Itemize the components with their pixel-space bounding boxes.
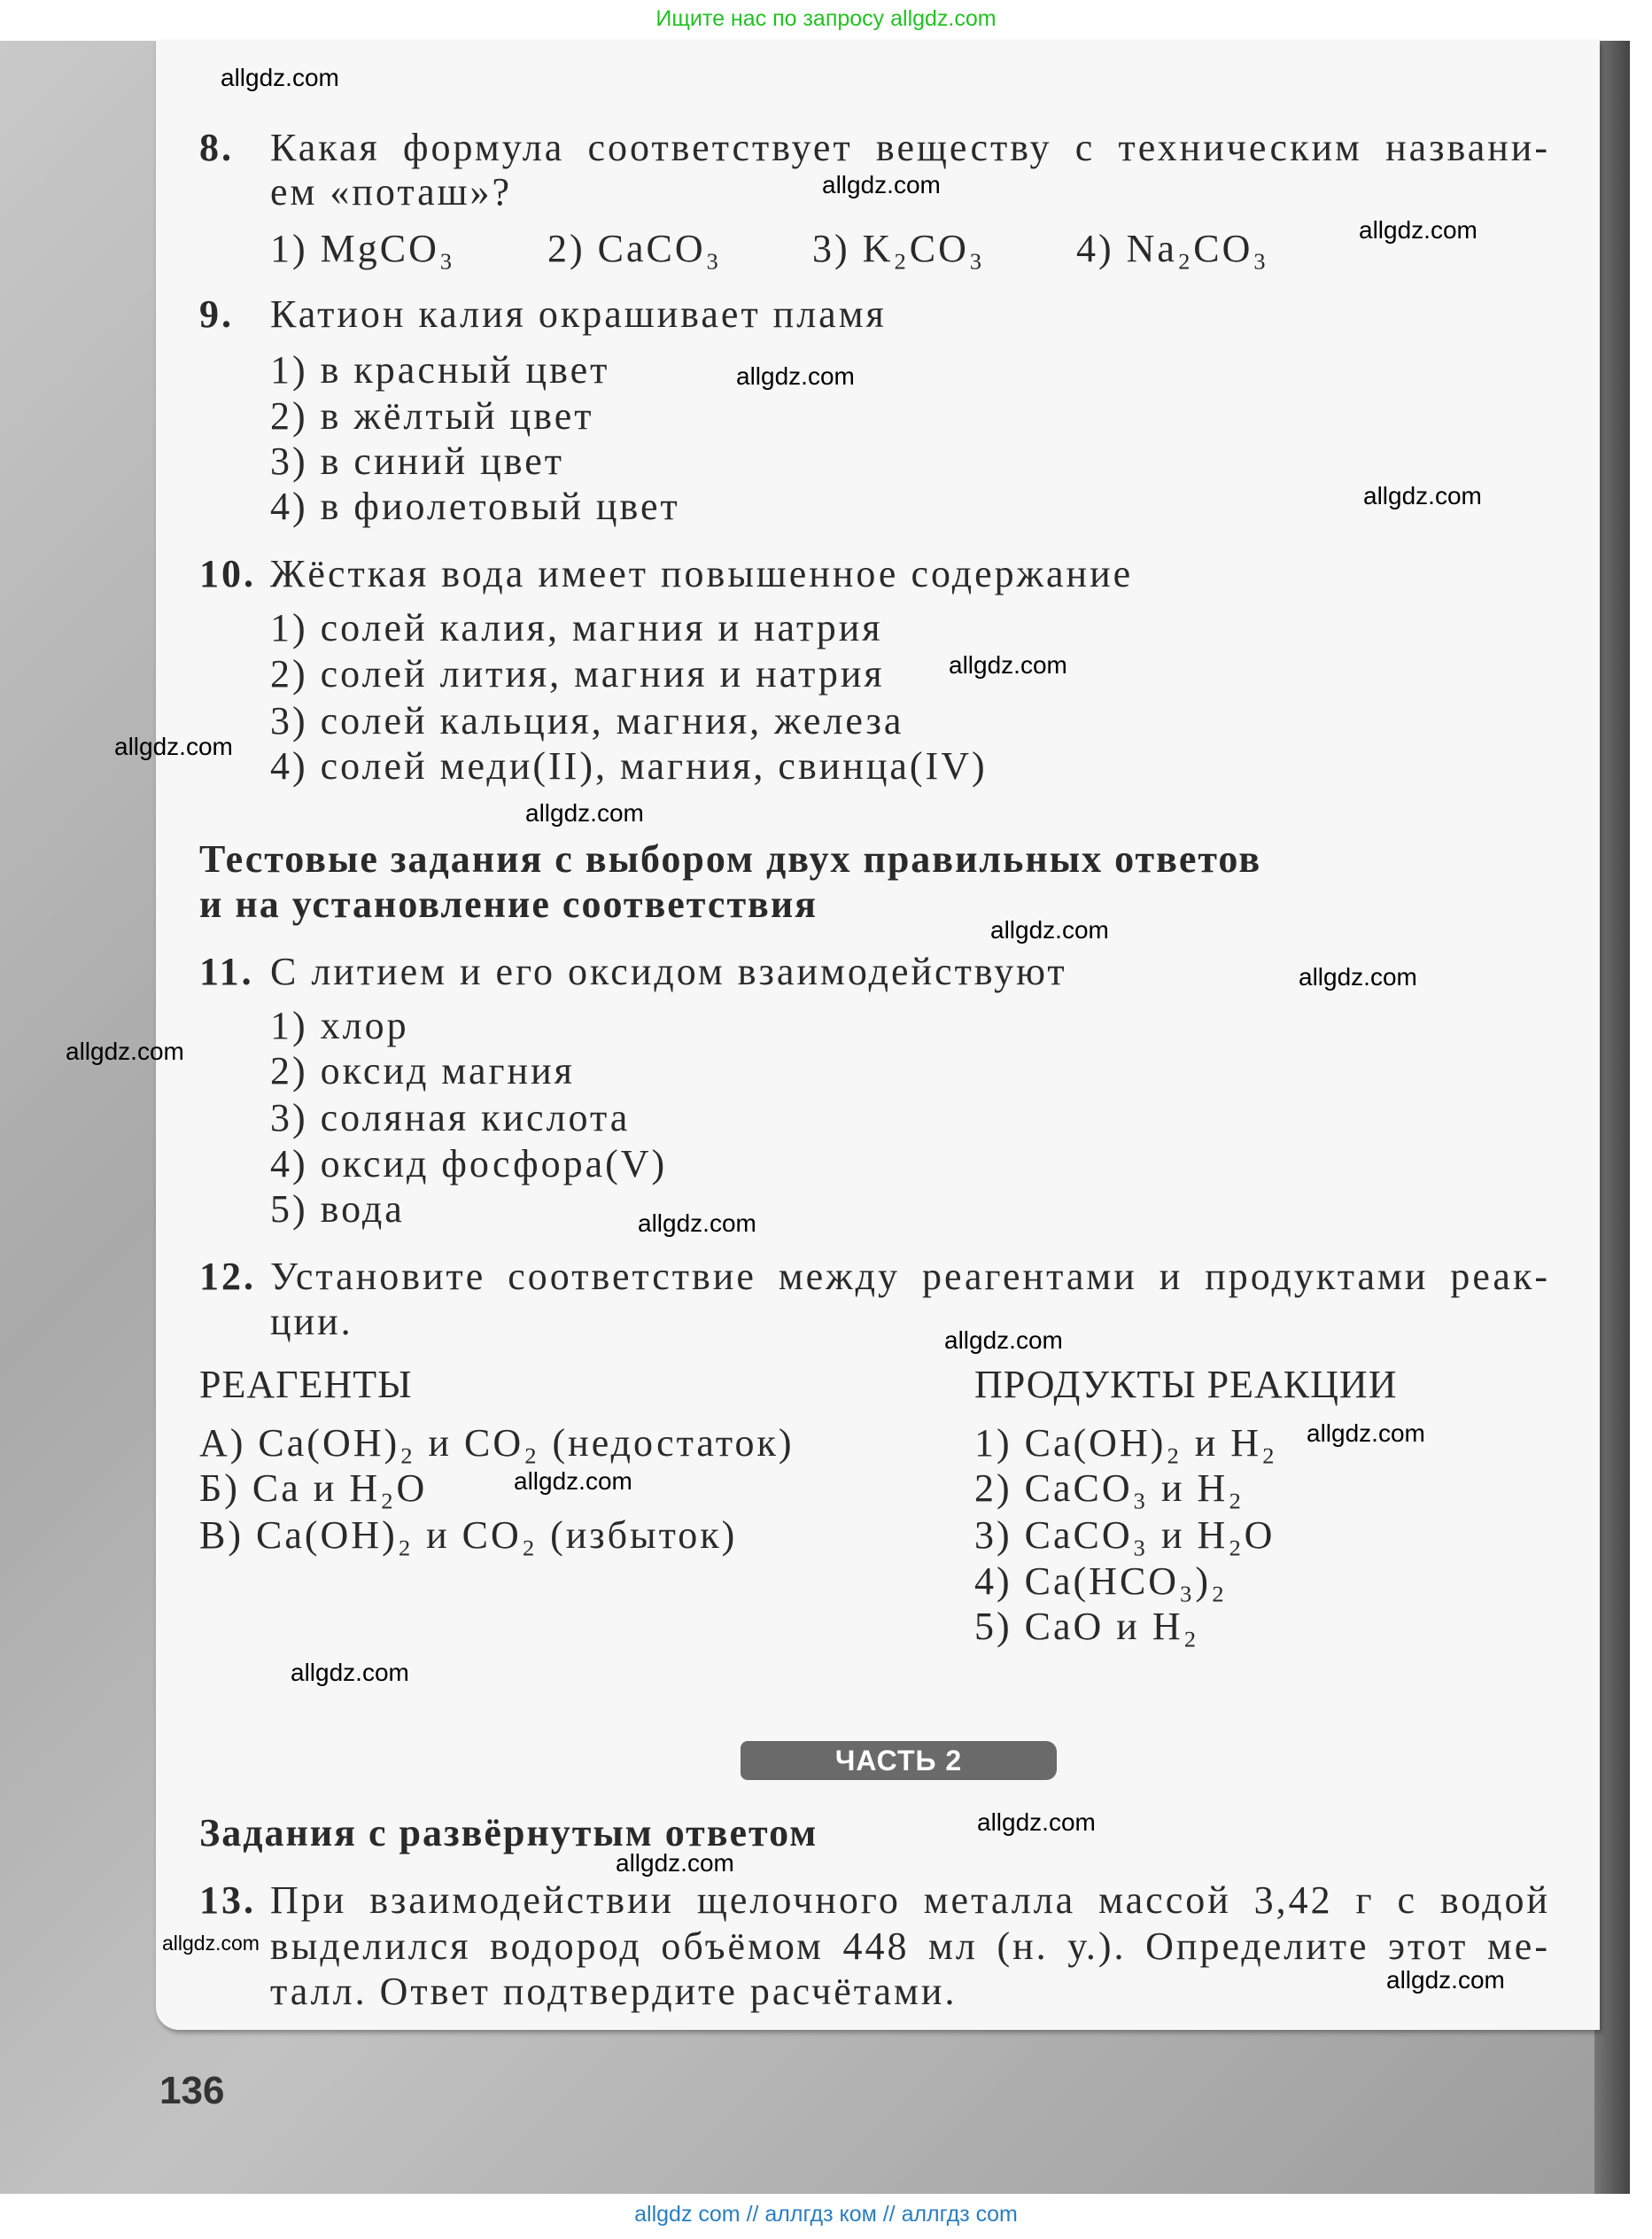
reagent-b: Б) Ca и H₂O <box>199 1466 428 1510</box>
question-8-number: 8. <box>199 126 234 169</box>
products-header: ПРОДУКТЫ РЕАКЦИИ <box>974 1363 1398 1406</box>
question-8-text-line1: Какая формула соответствует веществу с техническим названи- <box>270 126 1550 169</box>
watermark: allgdz.com <box>1363 482 1482 509</box>
watermark: allgdz.com <box>514 1467 632 1495</box>
top-banner <box>0 0 1652 41</box>
page-number: 136 <box>159 2069 225 2112</box>
question-11-option-5: 5) вода <box>270 1187 405 1231</box>
question-11-option-1: 1) хлор <box>270 1004 409 1047</box>
watermark: allgdz.com <box>944 1326 1063 1354</box>
section-2-heading: Задания с развёрнутым ответом <box>199 1811 818 1854</box>
watermark: allgdz.com <box>977 1808 1096 1836</box>
question-13-text-line1: При взаимодействии щелочного металла массой 3,42 г с водой <box>270 1878 1550 1922</box>
question-12-number: 12. <box>199 1255 256 1298</box>
watermark: allgdz.com <box>616 1849 734 1877</box>
product-5: 5) CaO и H₂ <box>974 1605 1199 1648</box>
watermark: allgdz.com <box>1307 1419 1425 1447</box>
question-9-option-4: 4) в фиолетовый цвет <box>270 485 680 528</box>
watermark: allgdz.com <box>822 171 941 198</box>
question-9-option-2: 2) в жёлтый цвет <box>270 394 594 438</box>
product-3: 3) CaCO₃ и H₂O <box>974 1513 1276 1557</box>
bottom-banner-text: allgdz com // аллгдз ком // аллгдз com <box>634 2202 1018 2227</box>
question-11-option-3: 3) соляная кислота <box>270 1096 631 1139</box>
book-spine-shadow <box>1594 41 1630 2194</box>
reagents-header: РЕАГЕНТЫ <box>199 1363 413 1406</box>
section-heading-line2: и на установление соответствия <box>199 882 818 926</box>
question-13-text-line3: талл. Ответ подтвердите расчётами. <box>270 1970 958 2013</box>
reagent-v: В) Ca(OH)₂ и CO₂ (избыток) <box>199 1513 738 1557</box>
question-8-option-3: 3) K₂CO₃ <box>812 227 986 270</box>
question-11-text: С литием и его оксидом взаимодействуют <box>270 950 1067 993</box>
question-12-text-line1: Установите соответствие между реагентами и продуктами реак- <box>270 1255 1550 1298</box>
question-8-option-1: 1) MgCO₃ <box>270 227 456 270</box>
question-11-option-4: 4) оксид фосфора(V) <box>270 1142 668 1186</box>
watermark: allgdz.com <box>1299 963 1417 991</box>
watermark: allgdz.com <box>1359 216 1477 244</box>
watermark: allgdz.com <box>736 362 855 390</box>
question-10-option-4: 4) солей меди(II), магния, свинца(IV) <box>270 744 988 788</box>
question-13-number: 13. <box>199 1878 256 1922</box>
question-12-text-line2: ции. <box>270 1300 353 1343</box>
part-2-badge: ЧАСТЬ 2 <box>741 1741 1057 1780</box>
question-8-text-line2: ем «поташ»? <box>270 170 513 214</box>
question-11-option-2: 2) оксид магния <box>270 1049 575 1092</box>
watermark: allgdz.com <box>221 64 339 91</box>
product-4: 4) Ca(HCO₃)₂ <box>974 1559 1228 1603</box>
top-banner-text: Ищите нас по запросу allgdz.com <box>655 6 997 31</box>
question-8-option-2: 2) CaCO₃ <box>547 227 722 270</box>
question-10-number: 10. <box>199 552 256 595</box>
watermark: allgdz.com <box>114 733 233 760</box>
section-heading-line1: Тестовые задания с выбором двух правильных ответов <box>199 837 1262 881</box>
watermark: allgdz.com <box>66 1038 184 1065</box>
question-9-option-1: 1) в красный цвет <box>270 348 610 392</box>
reagent-a: А) Ca(OH)₂ и CO₂ (недостаток) <box>199 1421 795 1465</box>
bottom-banner <box>0 2194 1652 2239</box>
question-9-number: 9. <box>199 292 234 336</box>
question-10-option-3: 3) солей кальция, магния, железа <box>270 699 904 742</box>
question-8-option-4: 4) Na₂CO₃ <box>1076 227 1269 270</box>
question-10-option-1: 1) солей калия, магния и натрия <box>270 606 883 649</box>
question-13-text-line2: выделился водород объёмом 448 мл (н. у.). Определите этот ме- <box>270 1924 1550 1968</box>
product-2: 2) CaCO₃ и H₂ <box>974 1466 1245 1510</box>
question-9-text: Катион калия окрашивает пламя <box>270 292 887 336</box>
question-10-option-2: 2) солей лития, магния и натрия <box>270 652 885 696</box>
watermark: allgdz.com <box>638 1209 756 1237</box>
watermark: allgdz.com <box>949 651 1067 679</box>
watermark: allgdz.com <box>291 1659 409 1686</box>
product-1: 1) Ca(OH)₂ и H₂ <box>974 1421 1278 1465</box>
watermark: allgdz.com <box>1386 1966 1505 1994</box>
watermark: allgdz.com <box>162 1932 260 1955</box>
question-11-number: 11. <box>199 950 254 993</box>
watermark: allgdz.com <box>990 916 1109 944</box>
watermark: allgdz.com <box>525 799 644 827</box>
question-10-text: Жёсткая вода имеет повышенное содержание <box>270 552 1134 595</box>
question-9-option-3: 3) в синий цвет <box>270 439 564 483</box>
